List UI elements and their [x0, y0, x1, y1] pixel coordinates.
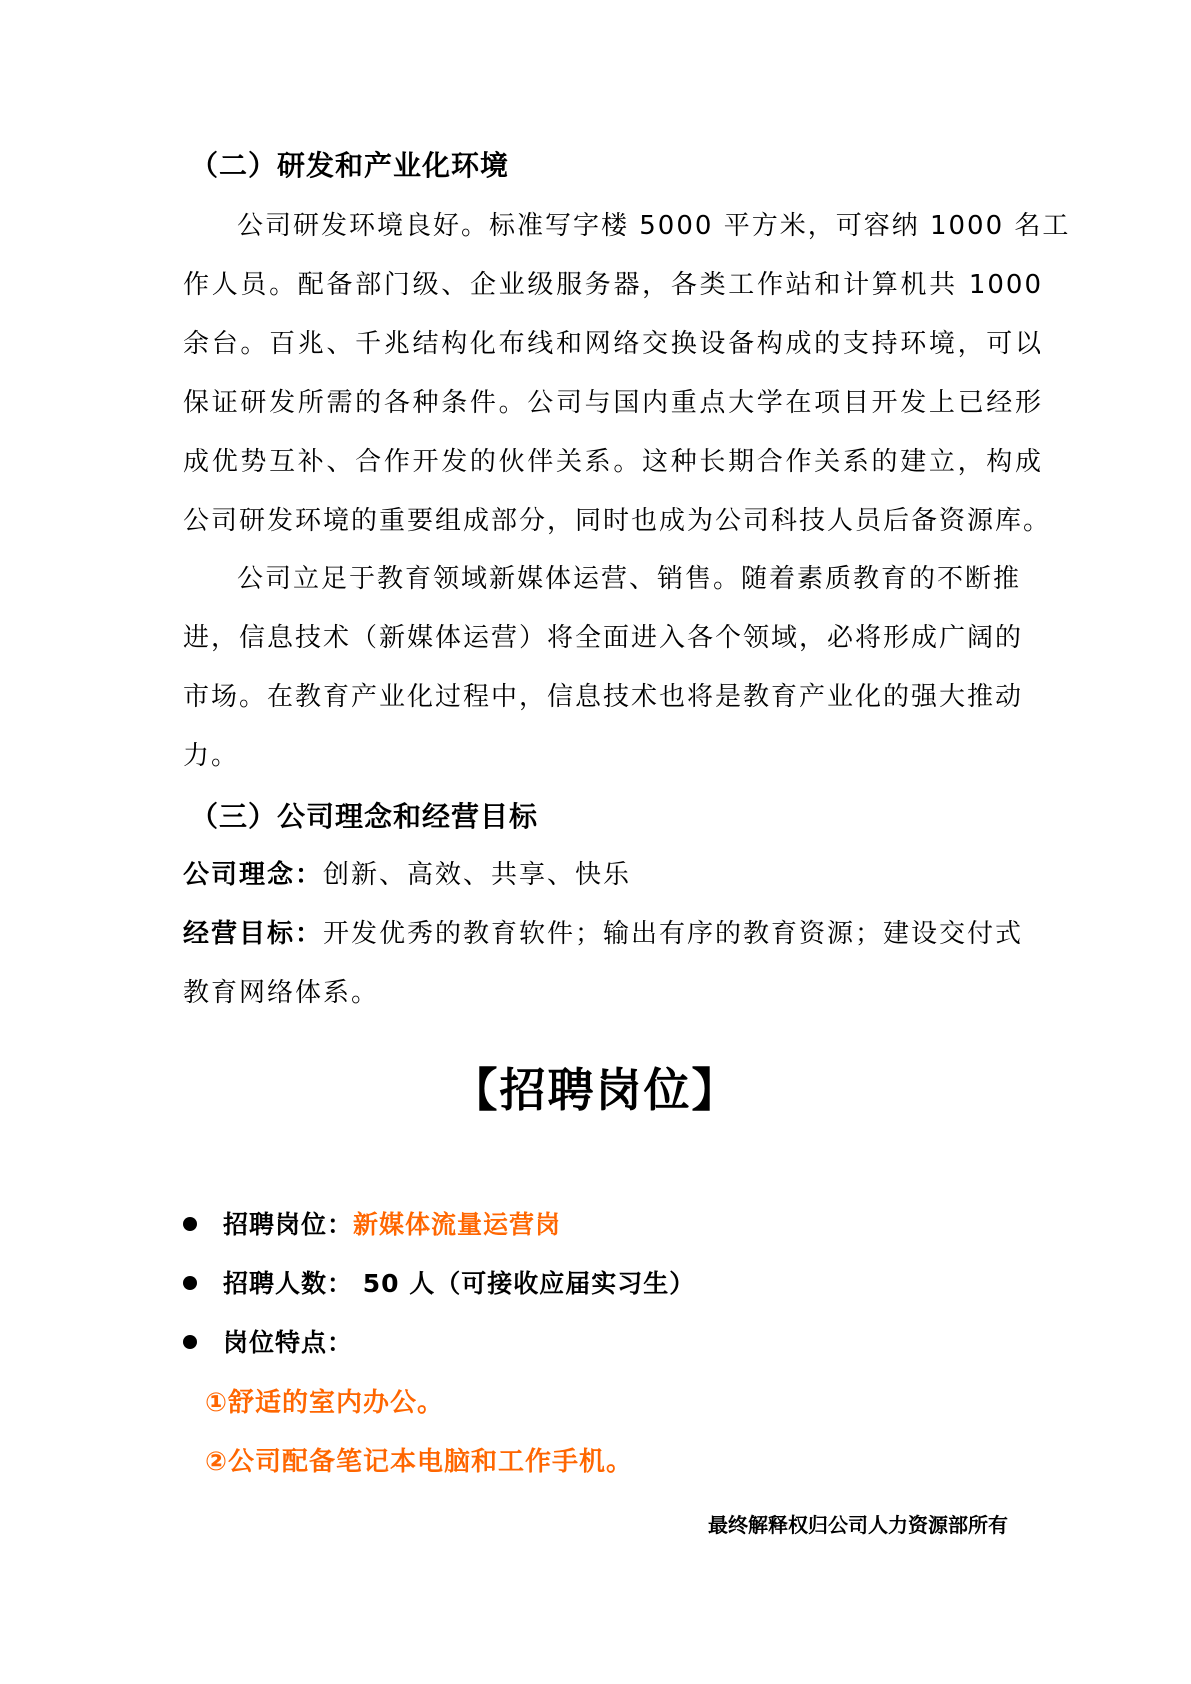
- position-value: 新媒体流量运营岗: [353, 1210, 562, 1239]
- bullet-icon: [183, 1276, 197, 1290]
- section2-heading: （二）研发和产业化环境: [190, 149, 510, 182]
- feature-item: ①舒适的室内办公。: [205, 1388, 445, 1418]
- section2-para1-line: 公司研发环境良好。标准写字楼 5000 平方米，可容纳 1000 名工: [237, 211, 1071, 241]
- goals-value: 开发优秀的教育软件；输出有序的教育资源；建设交付式: [323, 919, 1024, 949]
- company-philosophy: [183, 855, 631, 895]
- section2-para2-line: 进，信息技术（新媒体运营）将全面进入各个领域，必将形成广阔的: [183, 623, 1024, 653]
- features-row: [183, 1323, 353, 1363]
- section2-para2-line: 市场。在教育产业化过程中，信息技术也将是教育产业化的强大推动: [183, 682, 1024, 712]
- bullet-icon: [183, 1217, 197, 1231]
- position-label: 招聘岗位：: [223, 1210, 354, 1239]
- section3-heading: （三）公司理念和经营目标: [190, 800, 539, 833]
- philosophy-label: 公司理念：: [183, 860, 324, 890]
- recruitment-title: 【招聘岗位】: [451, 1063, 740, 1117]
- section2-para1-line: 余台。百兆、千兆结构化布线和网络交换设备构成的支持环境，可以: [183, 329, 1043, 359]
- section2-para2-line: 力。: [183, 741, 240, 771]
- footer-note: 最终解释权归公司人力资源部所有: [708, 1513, 1008, 1537]
- position-row: [183, 1205, 561, 1245]
- goals-label: 经营目标：: [183, 919, 324, 949]
- section2-para1-line: 公司研发环境的重要组成部分，同时也成为公司科技人员后备资源库。: [183, 506, 1052, 536]
- section2-para1-line: 保证研发所需的各种条件。公司与国内重点大学在项目开发上已经形: [183, 388, 1043, 418]
- features-label: 岗位特点：: [223, 1328, 354, 1357]
- philosophy-value: 创新、高效、共享、快乐: [323, 860, 632, 890]
- section2-para1-line: 作人员。配备部门级、企业级服务器，各类工作站和计算机共 1000: [183, 270, 1043, 300]
- headcount-value: 50 人（可接收应届实习生）: [353, 1269, 696, 1298]
- bullet-icon: [183, 1335, 197, 1349]
- business-goals-continued: 教育网络体系。: [183, 978, 380, 1008]
- feature-item: ②公司配备笔记本电脑和工作手机。: [205, 1447, 634, 1477]
- headcount-label: 招聘人数：: [223, 1269, 354, 1298]
- headcount-row: [183, 1264, 695, 1304]
- business-goals: [183, 914, 1023, 954]
- section2-para1-line: 成优势互补、合作开发的伙伴关系。这种长期合作关系的建立，构成: [183, 447, 1043, 477]
- section2-para2-line: 公司立足于教育领域新媒体运营、销售。随着素质教育的不断推: [237, 564, 1022, 594]
